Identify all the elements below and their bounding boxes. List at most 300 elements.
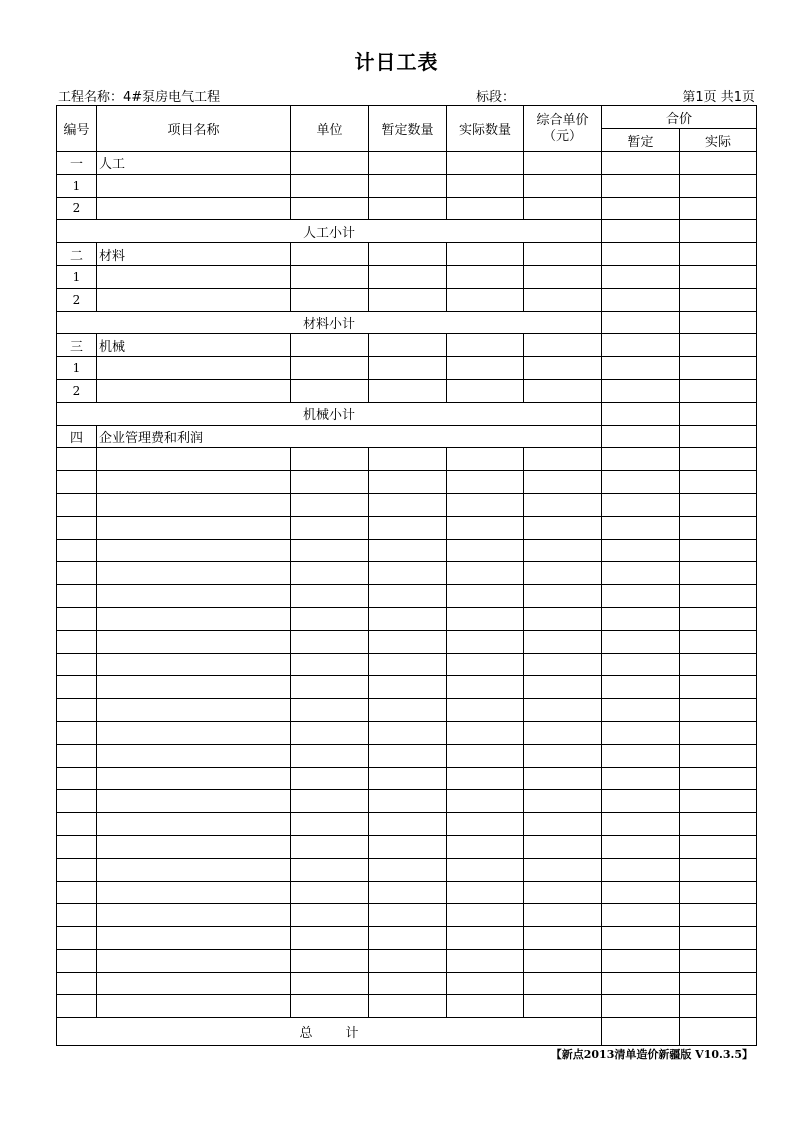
table-cell <box>680 243 757 266</box>
section-name: 企业管理费和利润 <box>97 425 602 448</box>
table-row <box>57 471 757 494</box>
table-cell <box>447 152 524 175</box>
table-cell <box>291 379 369 402</box>
table-cell <box>447 813 524 836</box>
table-cell <box>57 562 97 585</box>
table-row <box>57 653 757 676</box>
table-row <box>57 265 757 288</box>
table-row <box>57 607 757 630</box>
table-cell <box>680 585 757 608</box>
table-cell <box>680 539 757 562</box>
table-cell <box>524 995 602 1018</box>
table-cell <box>602 995 680 1018</box>
table-cell <box>447 607 524 630</box>
table-cell <box>369 197 447 220</box>
item-index: 2 <box>57 288 97 311</box>
table-cell <box>447 265 524 288</box>
table-row <box>57 174 757 197</box>
table-cell <box>602 402 680 425</box>
table-cell <box>97 858 291 881</box>
table-row <box>57 197 757 220</box>
total-row <box>57 1018 757 1046</box>
table-cell <box>97 813 291 836</box>
table-cell <box>602 448 680 471</box>
table-cell <box>291 334 369 357</box>
table-cell <box>524 972 602 995</box>
table-cell <box>291 174 369 197</box>
table-cell <box>97 288 291 311</box>
table-cell <box>57 448 97 471</box>
table-cell <box>602 539 680 562</box>
table-cell <box>57 835 97 858</box>
table-cell <box>447 585 524 608</box>
table-row <box>57 904 757 927</box>
table-cell <box>447 790 524 813</box>
table-cell <box>602 721 680 744</box>
table-cell <box>57 813 97 836</box>
table-cell <box>97 767 291 790</box>
table-cell <box>524 676 602 699</box>
table-cell <box>524 813 602 836</box>
table-cell <box>602 607 680 630</box>
table-cell <box>57 927 97 950</box>
table-row <box>57 699 757 722</box>
table-cell <box>97 699 291 722</box>
table-cell <box>291 676 369 699</box>
table-cell <box>680 607 757 630</box>
table-cell <box>680 699 757 722</box>
table-cell <box>680 927 757 950</box>
table-cell <box>447 744 524 767</box>
table-cell <box>97 972 291 995</box>
table-cell <box>291 152 369 175</box>
table-cell <box>524 265 602 288</box>
table-cell <box>524 835 602 858</box>
table-cell <box>680 562 757 585</box>
table-cell <box>447 858 524 881</box>
table-cell <box>447 493 524 516</box>
table-cell <box>680 448 757 471</box>
table-cell <box>680 493 757 516</box>
table-cell <box>680 471 757 494</box>
table-cell <box>602 288 680 311</box>
table-cell <box>680 630 757 653</box>
table-cell <box>680 972 757 995</box>
table-cell <box>369 243 447 266</box>
table-cell <box>447 288 524 311</box>
table-cell <box>680 1018 757 1046</box>
header-unit-price-line2: （元） <box>542 128 582 144</box>
table-cell <box>524 516 602 539</box>
table-row <box>57 493 757 516</box>
table-cell <box>291 972 369 995</box>
table-cell <box>291 585 369 608</box>
table-cell <box>57 653 97 676</box>
header-name: 项目名称 <box>97 106 291 152</box>
table-cell <box>57 972 97 995</box>
section-index: 一 <box>57 152 97 175</box>
table-cell <box>524 699 602 722</box>
header-unit: 单位 <box>291 106 369 152</box>
table-cell <box>97 835 291 858</box>
table-cell <box>602 220 680 243</box>
table-cell <box>447 630 524 653</box>
subtotal-label: 人工小计 <box>57 220 602 243</box>
table-cell <box>524 585 602 608</box>
table-cell <box>524 653 602 676</box>
table-cell <box>680 379 757 402</box>
table-cell <box>57 471 97 494</box>
table-cell <box>291 493 369 516</box>
table-cell <box>680 197 757 220</box>
subtotal-row <box>57 311 757 334</box>
table-row <box>57 949 757 972</box>
table-cell <box>57 881 97 904</box>
table-cell <box>57 904 97 927</box>
section-name: 材料 <box>97 243 291 266</box>
subtotal-label: 材料小计 <box>57 311 602 334</box>
header-total-est: 暂定 <box>602 129 680 152</box>
header-total-act: 实际 <box>680 129 757 152</box>
table-cell <box>369 448 447 471</box>
table-cell <box>97 585 291 608</box>
table-row <box>57 721 757 744</box>
table-cell <box>291 197 369 220</box>
subtotal-row <box>57 402 757 425</box>
table-cell <box>57 676 97 699</box>
table-cell <box>524 744 602 767</box>
table-cell <box>524 448 602 471</box>
table-cell <box>524 630 602 653</box>
table-cell <box>97 562 291 585</box>
header-unit-price-line1: 综合单价 <box>536 112 589 128</box>
table-cell <box>369 835 447 858</box>
table-cell <box>57 858 97 881</box>
table-row <box>57 562 757 585</box>
table-cell <box>447 904 524 927</box>
table-cell <box>369 357 447 380</box>
table-cell <box>369 152 447 175</box>
table-cell <box>57 493 97 516</box>
table-row <box>57 379 757 402</box>
table-row <box>57 995 757 1018</box>
table-cell <box>602 881 680 904</box>
table-cell <box>524 379 602 402</box>
table-cell <box>447 835 524 858</box>
table-cell <box>291 471 369 494</box>
table-cell <box>680 152 757 175</box>
subtotal-label: 机械小计 <box>57 402 602 425</box>
item-index: 2 <box>57 197 97 220</box>
table-cell <box>369 174 447 197</box>
table-cell <box>602 630 680 653</box>
table-row <box>57 676 757 699</box>
table-cell <box>447 699 524 722</box>
table-cell <box>447 562 524 585</box>
table-cell <box>602 197 680 220</box>
table-cell <box>447 995 524 1018</box>
day-work-table <box>56 105 757 1046</box>
table-cell <box>291 721 369 744</box>
table-cell <box>524 243 602 266</box>
table-row <box>57 516 757 539</box>
table-cell <box>369 767 447 790</box>
table-row <box>57 835 757 858</box>
table-cell <box>97 927 291 950</box>
table-cell <box>291 630 369 653</box>
table-cell <box>369 721 447 744</box>
table-cell <box>602 152 680 175</box>
table-cell <box>447 767 524 790</box>
table-cell <box>291 790 369 813</box>
table-cell <box>447 197 524 220</box>
table-row <box>57 630 757 653</box>
table-cell <box>97 516 291 539</box>
table-row <box>57 927 757 950</box>
table-cell <box>680 835 757 858</box>
table-cell <box>602 790 680 813</box>
table-cell <box>602 927 680 950</box>
table-cell <box>680 402 757 425</box>
total-label: 总 计 <box>57 1018 602 1046</box>
table-cell <box>57 607 97 630</box>
table-cell <box>524 881 602 904</box>
table-cell <box>680 744 757 767</box>
table-cell <box>97 197 291 220</box>
table-row <box>57 448 757 471</box>
table-cell <box>291 699 369 722</box>
table-cell <box>97 949 291 972</box>
section-index: 四 <box>57 425 97 448</box>
table-cell <box>57 539 97 562</box>
table-cell <box>291 927 369 950</box>
table-cell <box>97 721 291 744</box>
table-cell <box>447 676 524 699</box>
item-index: 1 <box>57 174 97 197</box>
table-cell <box>369 493 447 516</box>
table-cell <box>447 334 524 357</box>
table-cell <box>291 835 369 858</box>
table-cell <box>369 699 447 722</box>
table-cell <box>680 949 757 972</box>
table-cell <box>97 653 291 676</box>
table-cell <box>680 653 757 676</box>
table-cell <box>602 972 680 995</box>
table-cell <box>291 243 369 266</box>
table-cell <box>524 334 602 357</box>
header-est-qty: 暂定数量 <box>369 106 447 152</box>
header-total: 合价 <box>602 106 757 129</box>
table-row <box>57 972 757 995</box>
table-cell <box>369 607 447 630</box>
table-cell <box>602 904 680 927</box>
table-cell <box>602 949 680 972</box>
table-cell <box>291 539 369 562</box>
table-cell <box>369 676 447 699</box>
table-cell <box>369 334 447 357</box>
table-cell <box>680 813 757 836</box>
table-row <box>57 858 757 881</box>
table-cell <box>97 471 291 494</box>
table-cell <box>447 174 524 197</box>
table-cell <box>291 995 369 1018</box>
table-cell <box>369 972 447 995</box>
table-cell <box>447 881 524 904</box>
table-cell <box>524 288 602 311</box>
table-row <box>57 767 757 790</box>
section-row <box>57 334 757 357</box>
table-row <box>57 585 757 608</box>
table-cell <box>369 653 447 676</box>
table-cell <box>369 379 447 402</box>
table-cell <box>369 949 447 972</box>
table-cell <box>369 562 447 585</box>
table-cell <box>57 767 97 790</box>
table-cell <box>524 357 602 380</box>
table-cell <box>57 699 97 722</box>
table-cell <box>524 904 602 927</box>
table-cell <box>680 311 757 334</box>
table-cell <box>369 904 447 927</box>
table-cell <box>57 585 97 608</box>
header-unit-price <box>524 106 602 152</box>
table-cell <box>524 197 602 220</box>
table-cell <box>447 927 524 950</box>
table-row <box>57 288 757 311</box>
table-cell <box>369 881 447 904</box>
table-cell <box>524 562 602 585</box>
section-index: 二 <box>57 243 97 266</box>
table-cell <box>291 767 369 790</box>
table-cell <box>602 311 680 334</box>
table-cell <box>291 653 369 676</box>
table-cell <box>602 471 680 494</box>
table-cell <box>369 516 447 539</box>
table-cell <box>602 243 680 266</box>
table-cell <box>447 721 524 744</box>
table-cell <box>602 357 680 380</box>
table-cell <box>524 607 602 630</box>
table-cell <box>680 220 757 243</box>
table-row <box>57 881 757 904</box>
table-cell <box>680 676 757 699</box>
table-cell <box>524 927 602 950</box>
table-cell <box>447 539 524 562</box>
table-cell <box>680 995 757 1018</box>
table-cell <box>680 790 757 813</box>
table-cell <box>291 744 369 767</box>
section-label: 标段： <box>476 90 516 105</box>
table-cell <box>680 174 757 197</box>
table-cell <box>602 767 680 790</box>
table-cell <box>97 676 291 699</box>
table-cell <box>602 562 680 585</box>
table-cell <box>291 357 369 380</box>
subtotal-row <box>57 220 757 243</box>
table-cell <box>369 995 447 1018</box>
table-cell <box>57 790 97 813</box>
table-cell <box>602 334 680 357</box>
table-cell <box>291 858 369 881</box>
table-cell <box>602 653 680 676</box>
table-cell <box>524 152 602 175</box>
table-cell <box>97 881 291 904</box>
table-cell <box>291 448 369 471</box>
table-cell <box>602 813 680 836</box>
table-cell <box>97 790 291 813</box>
table-cell <box>680 265 757 288</box>
table-cell <box>447 516 524 539</box>
table-cell <box>602 174 680 197</box>
table-cell <box>524 767 602 790</box>
table-cell <box>291 949 369 972</box>
table-cell <box>291 288 369 311</box>
table-cell <box>57 516 97 539</box>
table-cell <box>602 379 680 402</box>
table-cell <box>680 516 757 539</box>
table-cell <box>97 174 291 197</box>
table-cell <box>680 334 757 357</box>
table-cell <box>680 721 757 744</box>
page-title: 计日工表 <box>354 50 439 74</box>
table-cell <box>602 744 680 767</box>
table-cell <box>369 858 447 881</box>
table-cell <box>602 265 680 288</box>
section-row <box>57 243 757 266</box>
table-cell <box>680 858 757 881</box>
table-cell <box>602 425 680 448</box>
table-cell <box>369 471 447 494</box>
table-cell <box>291 265 369 288</box>
table-cell <box>291 904 369 927</box>
table-cell <box>57 949 97 972</box>
table-row <box>57 790 757 813</box>
table-cell <box>524 539 602 562</box>
page-indicator: 第1页 共1页 <box>682 90 755 105</box>
table-cell <box>369 585 447 608</box>
table-cell <box>291 562 369 585</box>
table-cell <box>447 379 524 402</box>
table-cell <box>447 653 524 676</box>
table-row <box>57 744 757 767</box>
table-cell <box>447 471 524 494</box>
software-footer: 【新点2013清单造价新疆版 V10.3.5】 <box>550 1048 753 1061</box>
table-cell <box>97 493 291 516</box>
table-cell <box>97 357 291 380</box>
table-cell <box>97 744 291 767</box>
section-row <box>57 425 757 448</box>
table-cell <box>369 927 447 950</box>
table-cell <box>524 790 602 813</box>
table-cell <box>602 516 680 539</box>
table-cell <box>57 995 97 1018</box>
table-cell <box>97 379 291 402</box>
table-cell <box>680 904 757 927</box>
table-cell <box>369 265 447 288</box>
table-cell <box>524 493 602 516</box>
table-cell <box>97 539 291 562</box>
table-cell <box>680 357 757 380</box>
item-index: 1 <box>57 265 97 288</box>
project-name: 工程名称：4#泵房电气工程 <box>58 90 221 105</box>
table-cell <box>602 1018 680 1046</box>
table-cell <box>57 630 97 653</box>
table-row <box>57 813 757 836</box>
table-cell <box>447 357 524 380</box>
table-cell <box>369 288 447 311</box>
table-cell <box>97 607 291 630</box>
table-cell <box>447 949 524 972</box>
